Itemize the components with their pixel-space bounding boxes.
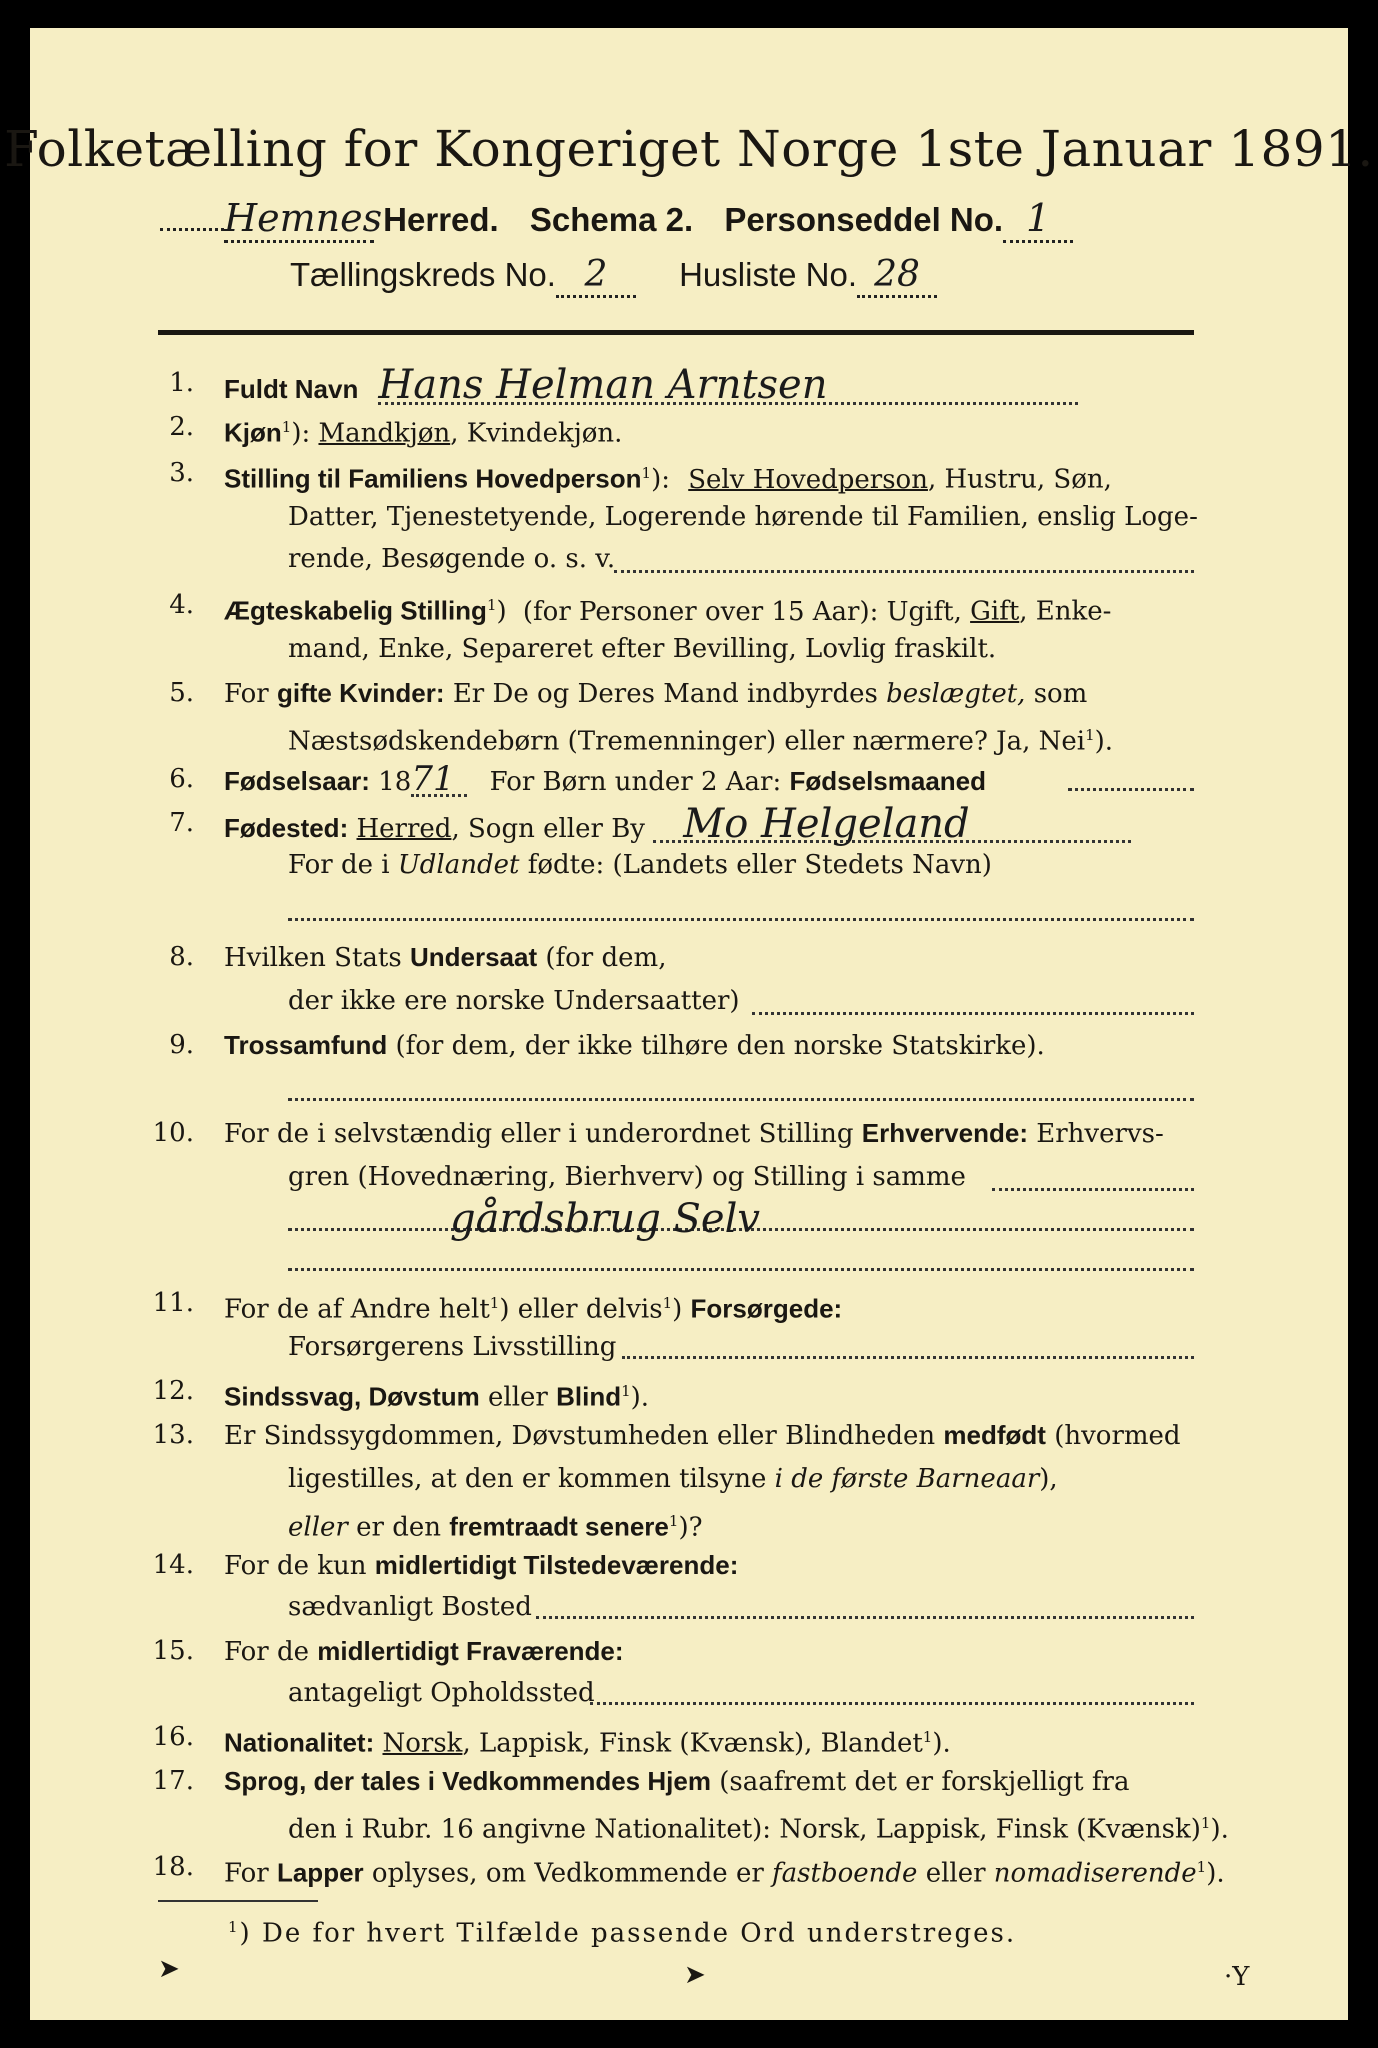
dependents-label: Forsørgede: [690, 1293, 843, 1324]
taellingskreds-label: Tællingskreds No. [290, 256, 556, 293]
occupation-label: Erhvervende: [861, 1118, 1028, 1148]
nationality-selected: Norsk [382, 1728, 463, 1759]
birthplace-label: Fødested: [224, 813, 349, 843]
field-number: 11. [152, 1288, 194, 1318]
field-number: 15. [152, 1636, 194, 1666]
temporary-present-label: midlertidigt Tilstedeværende: [374, 1550, 739, 1580]
congenital-label: medfødt [943, 1420, 1046, 1450]
birth-year-value: 71 [411, 764, 467, 797]
field-number: 9. [169, 1030, 194, 1060]
field-number: 4. [169, 590, 194, 620]
field-number: 18. [152, 1852, 194, 1882]
temporary-absent-label: midlertidigt Fraværende: [317, 1636, 624, 1666]
marital-status-label: Ægteskabelig Stilling [224, 595, 487, 626]
form-title: Folketælling for Kongeriget Norge 1ste Januar 1891. [4, 120, 1374, 178]
herred-label: Herred. [383, 201, 499, 238]
header-rule [158, 330, 1194, 335]
header-line-2 [290, 254, 937, 298]
header-line-1 [160, 196, 1073, 243]
birth-year-label: Fødselsaar: [224, 766, 370, 796]
religion-label: Trossamfund [224, 1030, 388, 1060]
disability-label: Sindssvag, Døvstum [224, 1381, 480, 1412]
herred-name: Hemnes [224, 196, 374, 243]
margin-mark-left: ➤ [158, 1954, 180, 1984]
field-number: 5. [169, 678, 194, 708]
schema-label: Schema 2. [529, 201, 694, 238]
full-name-value: Hans Helman Arntsen [378, 368, 1078, 405]
citizenship-label: Undersaat [409, 942, 538, 972]
personseddel-no: 1 [1003, 196, 1073, 243]
husliste-label: Husliste No. [679, 256, 857, 293]
field-number: 13. [152, 1420, 194, 1450]
full-name-label: Fuldt Navn [224, 374, 359, 404]
nationality-label: Nationalitet: [224, 1727, 375, 1758]
gender-options: , Kvindekjøn. [450, 418, 623, 449]
birthplace-selected: Herred [356, 814, 452, 844]
household-position-selected: Selv Hovedperson [688, 464, 928, 495]
gender-label: Kjøn [224, 417, 282, 448]
marital-status-selected: Gift [970, 596, 1020, 627]
margin-mark-center: ➤ [684, 1960, 706, 1990]
field-number: 7. [169, 808, 194, 838]
footnote: $^1$) De for hvert Tilfælde passende Ord understreges. [228, 1918, 1017, 1949]
gender-selected: Mandkjøn [318, 418, 451, 449]
field-number: 17. [152, 1766, 194, 1796]
taellingskreds-no: 2 [556, 254, 636, 298]
married-women-label: gifte Kvinder: [276, 678, 445, 708]
household-position-label: Stilling til Familiens Hovedperson [224, 463, 642, 494]
field-number: 2. [169, 412, 194, 442]
field-number: 14. [152, 1550, 194, 1580]
field-number: 6. [169, 764, 194, 794]
margin-mark-right: ·Y [1224, 1962, 1250, 1992]
husliste-no: 28 [857, 254, 937, 298]
occupation-value: gårdsbrug Selv [450, 1196, 760, 1242]
field-number: 8. [169, 942, 194, 972]
marital-status-options: mand, Enke, Separeret efter Bevilling, Lovlig fraskilt. [288, 634, 997, 664]
field-number: 10. [152, 1118, 194, 1148]
home-language-label: Sprog, der tales i Vedkommendes Hjem [224, 1766, 711, 1796]
field-number: 12. [152, 1376, 194, 1406]
personseddel-label: Personseddel No. [724, 201, 1004, 238]
field-number: 16. [152, 1722, 194, 1752]
birthplace-value: Mo Helgeland [653, 808, 1131, 843]
household-position-options: Datter, Tjenestetyende, Logerende hørende til Familien, enslig Loge- [288, 502, 1198, 532]
sami-label: Lapper [276, 1857, 364, 1888]
field-number: 3. [169, 458, 194, 488]
field-number: 1. [169, 368, 194, 398]
footnote-rule [158, 1900, 318, 1902]
